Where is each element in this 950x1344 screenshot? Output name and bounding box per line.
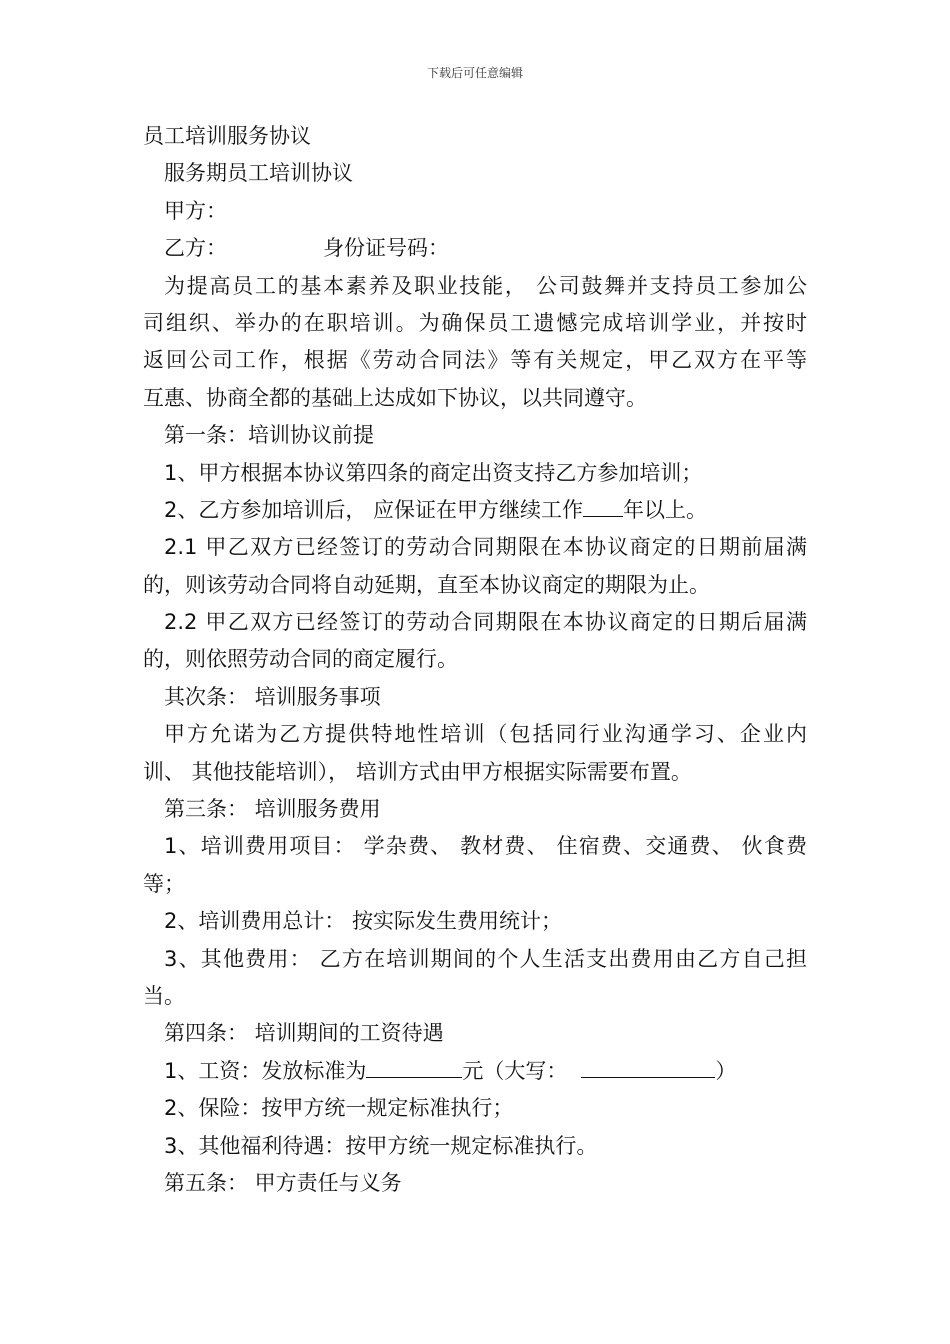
article-1-item-2-1-cont: 的，则该劳动合同将自动延期，直至本协议商定的期限为止。 bbox=[143, 572, 710, 597]
article-3-item-3-cont: 当。 bbox=[143, 983, 185, 1008]
download-note: 下载后可任意编辑 bbox=[426, 66, 523, 80]
article-3-heading: 第三条： 培训服务费用 bbox=[164, 797, 381, 822]
preamble-line: 司组织、举办的在职培训。为确保员工遗憾完成培训学业，并按时 bbox=[143, 310, 807, 335]
party-b-label: 乙方： bbox=[164, 236, 227, 261]
wage-amount-blank bbox=[366, 1055, 462, 1078]
article-3-item-1: 1、培训费用项目： 学杂费、 教材费、 住宿费、交通费、 伙食费 bbox=[164, 834, 807, 859]
article-1-item-2-text: 2、乙方参加培训后， 应保证在甲方继续工作 bbox=[164, 497, 584, 522]
preamble-line: 互惠、协商全都的基础上达成如下协议，以共同遵守。 bbox=[143, 385, 647, 410]
id-number-label: 身份证号码： bbox=[323, 236, 449, 261]
article-2-heading: 其次条： 培训服务事项 bbox=[164, 684, 381, 709]
article-1-item-2-1: 2.1 甲乙双方已经签订的劳动合同期限在本协议商定的日期前届满 bbox=[164, 535, 807, 560]
party-b-line bbox=[143, 230, 807, 267]
wage-label: 1、工资：发放标准为 bbox=[164, 1058, 367, 1083]
article-4-item-3: 3、其他福利待遇：按甲方统一规定标准执行。 bbox=[164, 1133, 598, 1158]
document-subtitle: 服务期员工培训协议 bbox=[164, 161, 353, 186]
wage-caps-blank bbox=[581, 1055, 715, 1078]
article-5-heading: 第五条： 甲方责任与义务 bbox=[164, 1170, 402, 1195]
wage-caps-label: 元（大写： bbox=[462, 1058, 568, 1083]
preamble-line: 返回公司工作，根据《劳动合同法》等有关规定，甲乙双方在平等 bbox=[143, 348, 807, 373]
article-2-body: 甲方允诺为乙方提供特地性培训（包括同行业沟通学习、企业内 bbox=[164, 722, 807, 747]
article-1-heading: 第一条：培训协议前提 bbox=[164, 423, 374, 448]
article-1-item-1: 1、甲方根据本协议第四条的商定出资支持乙方参加培训； bbox=[164, 460, 703, 485]
article-3-item-3: 3、其他费用： 乙方在培训期间的个人生活支出费用由乙方自己担 bbox=[164, 946, 807, 971]
article-2-body-cont: 训、 其他技能培训）， 培训方式由甲方根据实际需要布置。 bbox=[143, 759, 692, 784]
years-blank bbox=[583, 494, 623, 517]
party-a-line: 甲方： bbox=[164, 198, 227, 223]
article-1-item-2-suffix: 年以上。 bbox=[623, 497, 708, 522]
preamble-line: 为提高员工的基本素养及职业技能， 公司鼓舞并支持员工参加公 bbox=[164, 273, 807, 298]
article-3-item-1-cont: 等； bbox=[143, 871, 185, 896]
article-4-item-1 bbox=[143, 1053, 807, 1090]
article-4-item-2: 2、保险：按甲方统一规定标准执行； bbox=[164, 1096, 514, 1121]
document-title: 员工培训服务协议 bbox=[143, 124, 311, 148]
agreement-document bbox=[143, 118, 807, 1202]
article-4-heading: 第四条： 培训期间的工资待遇 bbox=[164, 1021, 444, 1046]
article-3-item-2: 2、培训费用总计： 按实际发生费用统计； bbox=[164, 909, 563, 934]
article-1-item-2-2-cont: 的，则依照劳动合同的商定履行。 bbox=[143, 647, 458, 672]
article-1-item-2-2: 2.2 甲乙双方已经签订的劳动合同期限在本协议商定的日期后届满 bbox=[164, 610, 807, 635]
article-1-item-2 bbox=[143, 492, 807, 529]
wage-caps-close: ） bbox=[715, 1058, 737, 1083]
